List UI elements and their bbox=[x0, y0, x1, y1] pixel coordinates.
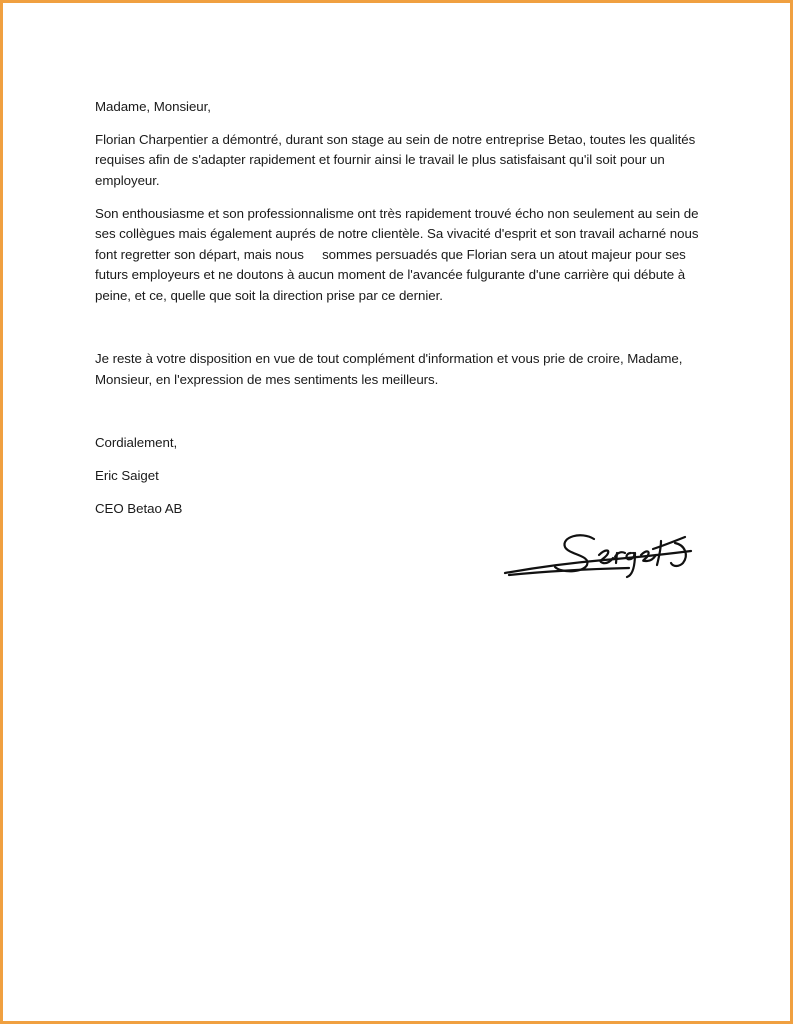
paragraph-2-line-1: Son enthousiasme et son professionnalisme ont très rapidement trouvé écho non seulement au sein de bbox=[95, 206, 699, 221]
paragraph-3-line-1: Je reste à votre disposition en vue de tout complément d'information et vous prie de croire, Madame, bbox=[95, 351, 683, 366]
paragraph-2-line-2: ses collègues mais également auprés de notre clientèle. Sa vivacité d'esprit et son travail acharné nous bbox=[95, 226, 699, 241]
paragraph-2-line-3: font regretter son départ, mais nous sommes persuadés que Florian sera un atout majeur pour ses bbox=[95, 247, 686, 262]
signer-title: CEO Betao AB bbox=[95, 501, 183, 516]
paragraph-2-line-5: peine, et ce, quelle que soit la direction prise par ce dernier. bbox=[95, 288, 443, 303]
closing: Cordialement, bbox=[95, 435, 178, 450]
paragraph-1-line-3: employeur. bbox=[95, 173, 160, 188]
paragraph-2-line-4: futurs employeurs et ne doutons à aucun moment de l'avancée fulgurante d'une carrière qui débute à bbox=[95, 267, 686, 282]
paragraph-3-line-2: Monsieur, en l'expression de mes sentiments les meilleurs. bbox=[95, 372, 439, 387]
paragraph-1-line-1: Florian Charpentier a démontré, durant son stage au sein de notre entreprise Betao, toutes les qualités bbox=[95, 132, 696, 147]
signer-name: Eric Saiget bbox=[95, 468, 159, 483]
handwritten-signature bbox=[499, 527, 699, 587]
paragraph-1-line-2: requises afin de s'adapter rapidement et fournir ainsi le travail le plus satisfaisant qu'il soit pour un bbox=[95, 152, 665, 167]
salutation: Madame, Monsieur, bbox=[95, 99, 211, 114]
